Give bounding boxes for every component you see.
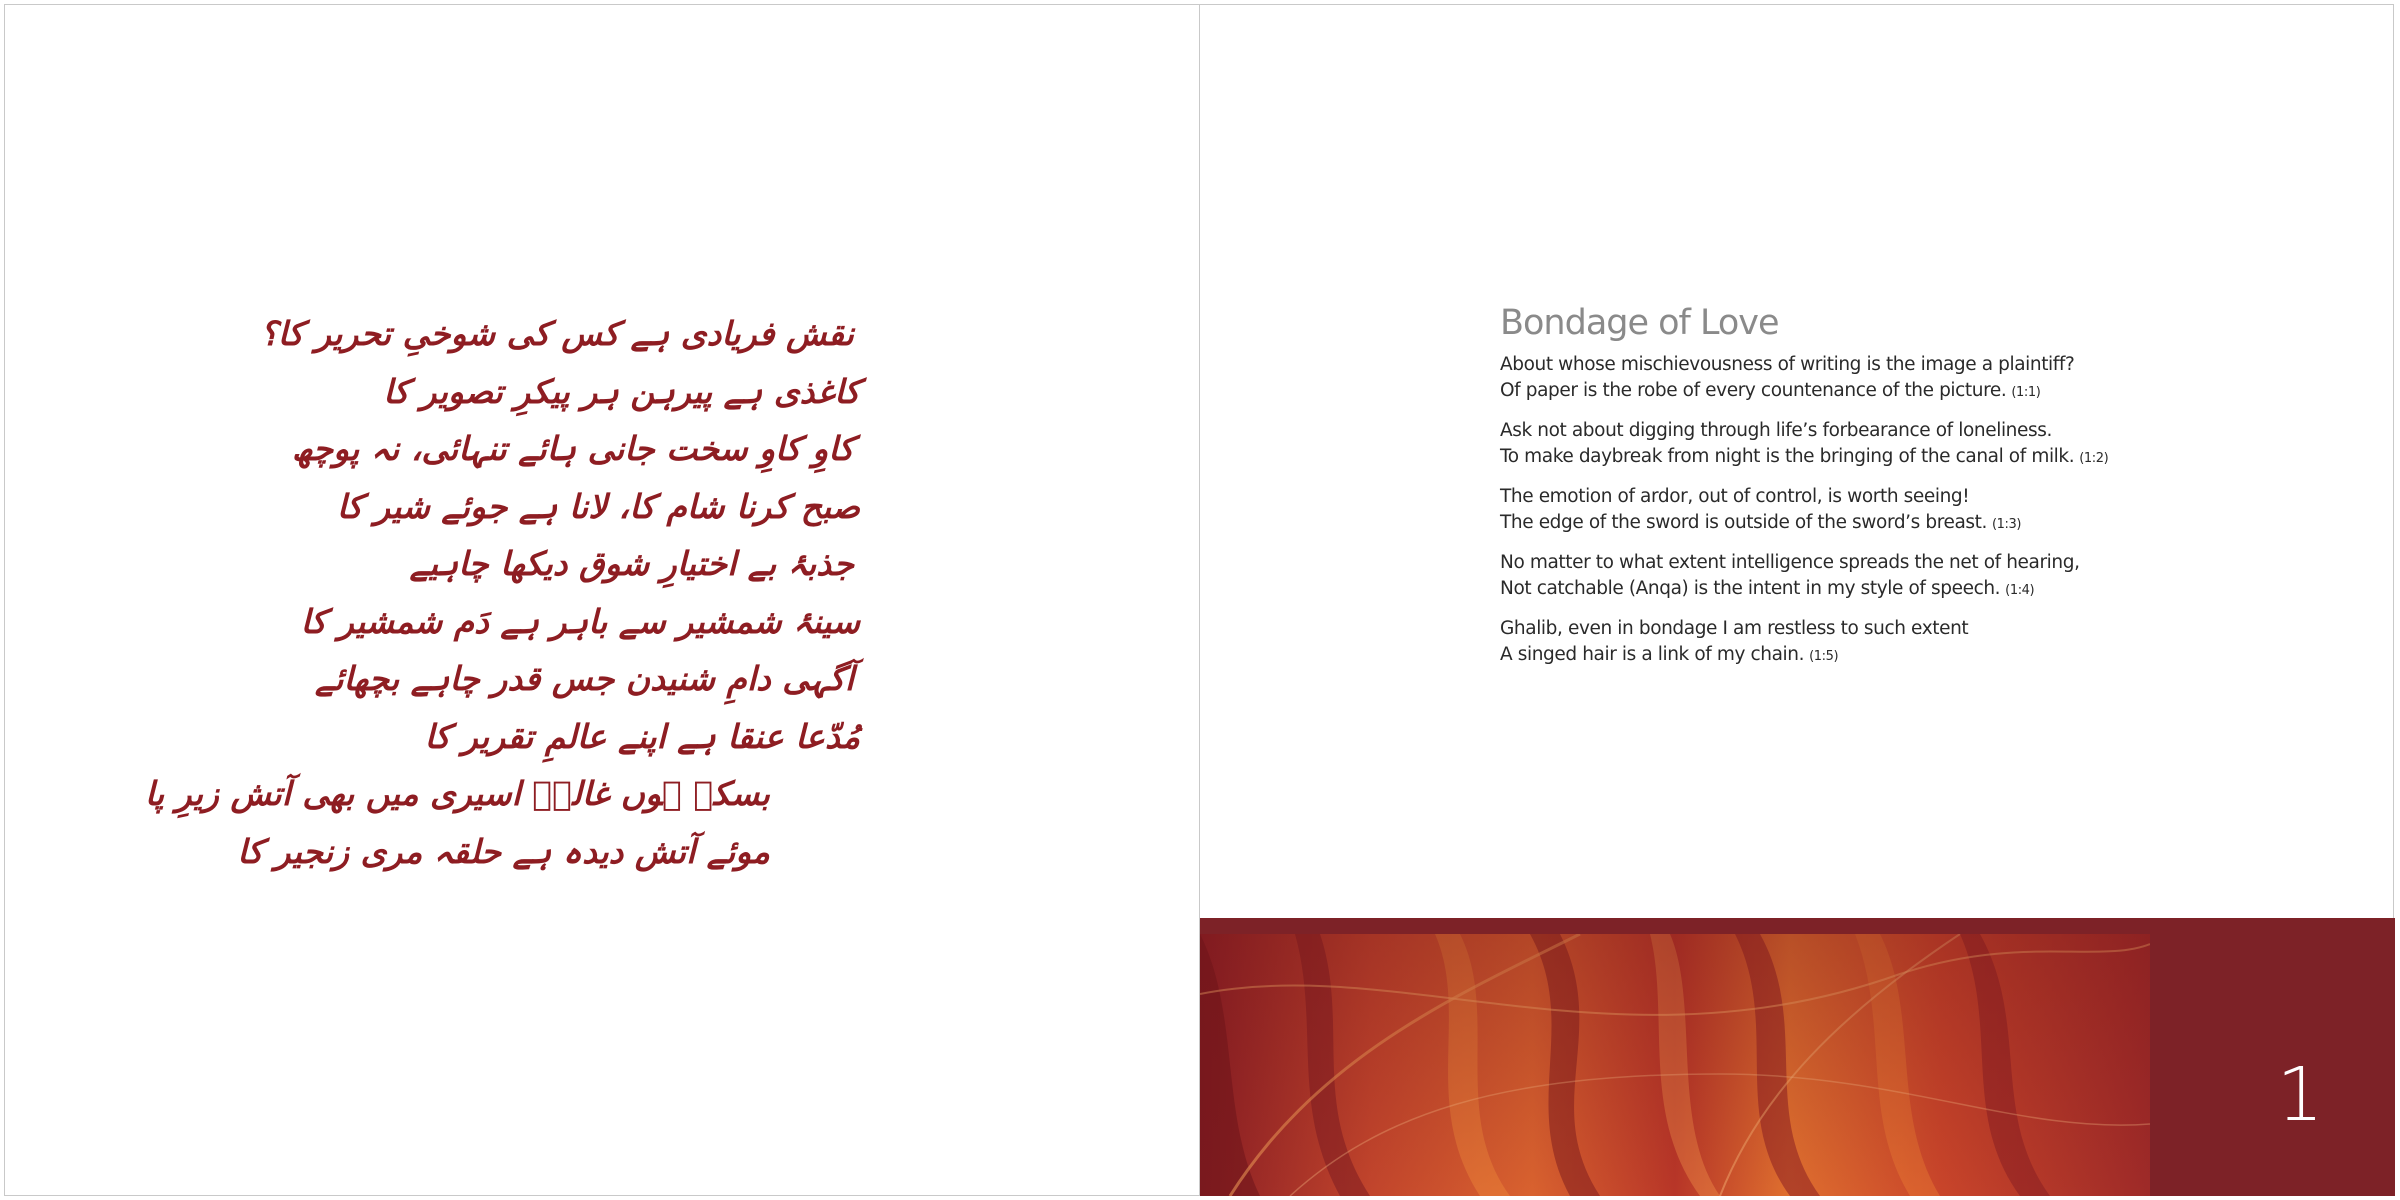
couplet-line-1: No matter to what extent intelligence spreads the net of hearing, (1500, 552, 2080, 573)
couplet-reference: (1:1) (2011, 385, 2041, 400)
urdu-line: جذبۂ بے اختیارِ شوق دیکھا چاہیے (409, 544, 854, 583)
couplet (1500, 616, 2140, 670)
poem-translation (1500, 300, 2140, 682)
urdu-line: آگہی دامِ شنیدن جس قدر چاہے بچھائے (315, 659, 854, 698)
urdu-line: مُدّعا عنقا ہے اپنے عالمِ تقریر کا (424, 716, 860, 756)
couplet-reference: (1:3) (1992, 517, 2022, 532)
couplet-line-1: Ghalib, even in bondage I am restless to such extent (1500, 618, 1969, 639)
urdu-line: نقش فریادی ہے کس کی شوخیِ تحریر کا؟ (260, 314, 854, 353)
urdu-line: کاوِ کاوِ سخت جانی ہائے تنہائی، نہ پوچھ (291, 429, 854, 468)
couplet-line-text: To make daybreak from night is the bringing of the canal of milk. (1500, 446, 2075, 467)
couplet-line-1: The emotion of ardor, out of control, is worth seeing! (1500, 486, 1970, 507)
footer-band (1200, 918, 2395, 1196)
abstract-artwork (1200, 934, 2150, 1196)
urdu-line: کاغذی ہے پیرہن ہر پیکرِ تصویر کا (383, 371, 860, 411)
couplet-line-2 (1500, 444, 2140, 472)
couplet-line-2 (1500, 510, 2140, 538)
urdu-calligraphy (144, 305, 860, 880)
couplet-reference: (1:4) (2005, 583, 2035, 598)
urdu-line: صبح کرنا شام کا، لانا ہے جوئے شیر کا (336, 486, 860, 526)
urdu-line: موئے آتش دیدہ ہے حلقہ مری زنجیر کا (237, 831, 770, 871)
couplet-line-text: The edge of the sword is outside of the sword’s breast. (1500, 512, 1988, 533)
couplet-line-1: About whose mischievousness of writing is the image a plaintiff? (1500, 354, 2075, 375)
couplet-line-2 (1500, 642, 2140, 670)
couplet-reference: (1:2) (2079, 451, 2109, 466)
couplet (1500, 352, 2140, 406)
couplet (1500, 484, 2140, 538)
couplet (1500, 418, 2140, 472)
couplet-line-1: Ask not about digging through life’s forbearance of loneliness. (1500, 420, 2052, 441)
urdu-line: سینۂ شمشیر سے باہر ہے دَم شمشیر کا (300, 601, 860, 641)
page-number: 1 (2276, 1052, 2324, 1138)
couplet-line-text: Of paper is the robe of every countenance of the picture. (1500, 380, 2007, 401)
poem-title: Bondage of Love (1500, 303, 1779, 343)
couplet-line-text: A singed hair is a link of my chain. (1500, 644, 1805, 665)
couplet-line-2 (1500, 378, 2140, 406)
couplet-line-text: Not catchable (Anqa) is the intent in my style of speech. (1500, 578, 2001, 599)
urdu-line: بسکہ ہوں غالبؔ اسیری میں بھی آتش زیرِ پا (144, 774, 770, 813)
couplet-line-2 (1500, 576, 2140, 604)
couplet (1500, 550, 2140, 604)
couplet-reference: (1:5) (1809, 649, 1839, 664)
